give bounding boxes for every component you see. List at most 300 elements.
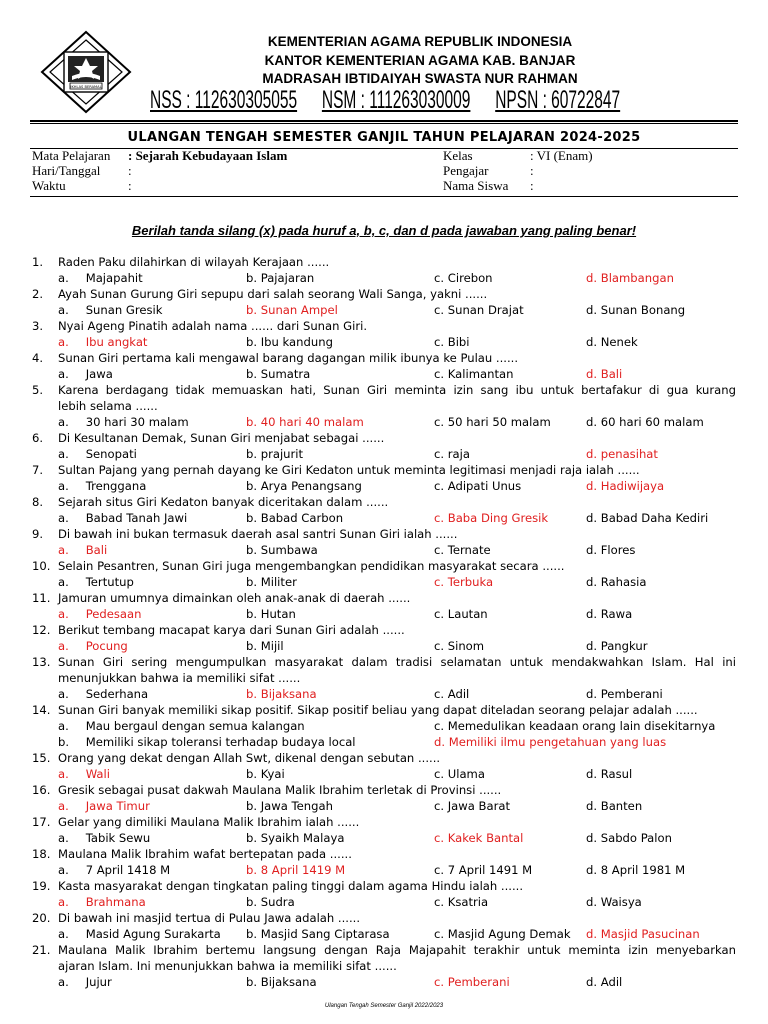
answer-option[interactable] (246, 574, 297, 590)
answer-option[interactable] (58, 414, 189, 430)
option-letter: a. (58, 719, 69, 733)
option-letter: b. (246, 575, 258, 589)
question-number: 7. (32, 463, 44, 477)
option-text: Masjid Sang Ciptarasa (260, 927, 390, 941)
answer-option[interactable] (246, 446, 303, 462)
option-text: Tabik Sewu (85, 831, 151, 845)
option-text: Kyai (260, 767, 285, 781)
answer-option[interactable] (434, 718, 715, 734)
answer-option[interactable] (58, 366, 113, 382)
answer-option[interactable] (586, 478, 664, 494)
answer-option[interactable] (434, 574, 493, 590)
answer-option[interactable] (246, 798, 333, 814)
answer-option[interactable] (586, 830, 672, 846)
option-text: 60 hari 60 malam (600, 415, 704, 429)
option-letter: a. (58, 303, 69, 317)
answer-option[interactable] (58, 686, 148, 702)
option-letter: d. (586, 975, 598, 989)
answer-option[interactable] (58, 606, 142, 622)
question-number: 2. (32, 287, 44, 301)
answer-option[interactable] (434, 974, 510, 990)
answer-option[interactable] (58, 510, 187, 526)
option-row (0, 894, 768, 910)
option-text: Sudra (260, 895, 295, 909)
option-row (0, 270, 768, 286)
question-item (0, 254, 768, 286)
option-text: Sunan Bonang (600, 303, 686, 317)
info-value-teacher: : (530, 163, 534, 178)
option-text: Bali (600, 367, 623, 381)
answer-option[interactable] (246, 830, 344, 846)
option-text: penasihat (600, 447, 658, 461)
question-line (0, 846, 768, 862)
option-letter: d. (586, 799, 598, 813)
question-number: 20. (32, 911, 51, 925)
question-number: 3. (32, 319, 44, 333)
option-text: Lautan (447, 607, 488, 621)
question-line (0, 654, 768, 670)
option-text: Sunan Drajat (447, 303, 524, 317)
question-item (0, 846, 768, 878)
question-text: Sejarah situs Giri Kedaton banyak diceritakan dalam ...... (58, 495, 389, 509)
question-item (0, 750, 768, 782)
option-text: Flores (600, 543, 636, 557)
question-line (0, 318, 768, 334)
answer-option[interactable] (58, 478, 146, 494)
question-number: 11. (32, 591, 51, 605)
question-line (0, 670, 768, 686)
answer-option[interactable] (58, 974, 112, 990)
answer-option[interactable] (586, 638, 648, 654)
answer-option[interactable] (434, 862, 532, 878)
option-row (0, 926, 768, 942)
option-row (0, 446, 768, 462)
option-letter: c. (434, 895, 445, 909)
option-text: Sinom (447, 639, 485, 653)
office-name: KANTOR KEMENTERIAN AGAMA KAB. BANJAR (264, 53, 576, 68)
question-item (0, 318, 768, 350)
info-label-date: Hari/Tanggal (32, 163, 101, 178)
option-text: Blambangan (600, 271, 674, 285)
option-text: 40 hari 40 malam (260, 415, 364, 429)
option-text: Jawa Barat (447, 799, 511, 813)
answer-option[interactable] (58, 270, 143, 286)
question-line (0, 622, 768, 638)
answer-option[interactable] (246, 414, 364, 430)
question-line (0, 590, 768, 606)
option-letter: b. (246, 767, 258, 781)
answer-option[interactable] (434, 798, 510, 814)
npsn-code: NPSN : 60722847 (495, 86, 621, 114)
option-letter: c. (434, 687, 445, 701)
option-text: Sederhana (85, 687, 149, 701)
option-text: Adipati Unus (447, 479, 522, 493)
answer-option[interactable] (434, 606, 488, 622)
answer-option[interactable] (246, 366, 310, 382)
option-letter: a. (58, 975, 69, 989)
option-text: Memedulikan keadaan orang lain disekitarnya (447, 719, 716, 733)
answer-option[interactable] (246, 270, 314, 286)
option-letter: d. (586, 303, 598, 317)
option-letter: a. (58, 415, 69, 429)
answer-option[interactable] (434, 302, 524, 318)
option-letter: a. (58, 543, 69, 557)
option-text: Jujur (85, 975, 112, 989)
option-letter: a. (58, 271, 69, 285)
option-row (0, 302, 768, 318)
question-line (0, 430, 768, 446)
option-text: Memiliki sikap toleransi terhadap budaya local (85, 735, 356, 749)
answer-option[interactable] (434, 334, 470, 350)
option-letter: c. (434, 303, 445, 317)
answer-option[interactable] (58, 830, 150, 846)
option-letter: a. (58, 687, 69, 701)
info-value-subject: : Sejarah Kebudayaan Islam (128, 148, 288, 163)
answer-option[interactable] (434, 270, 493, 286)
option-text: Bali (85, 543, 108, 557)
info-label-subject: Mata Pelajaran (32, 148, 111, 163)
option-letter: a. (58, 895, 69, 909)
option-letter: a. (58, 831, 69, 845)
option-letter: b. (246, 447, 258, 461)
option-letter: c. (434, 799, 445, 813)
option-text: Mau bergaul dengan semua kalangan (85, 719, 305, 733)
option-letter: b. (246, 543, 258, 557)
option-letter: b. (246, 511, 258, 525)
option-letter: b. (246, 415, 258, 429)
option-letter: c. (434, 511, 445, 525)
answer-option[interactable] (586, 414, 704, 430)
option-letter: c. (434, 575, 445, 589)
answer-option[interactable] (58, 638, 128, 654)
answer-option[interactable] (58, 542, 107, 558)
option-letter: c. (434, 863, 445, 877)
option-letter: c. (434, 831, 445, 845)
question-text: Maulana Malik Ibrahim wafat bertepatan pada ...... (58, 847, 352, 861)
answer-option[interactable] (246, 894, 295, 910)
answer-option[interactable] (246, 638, 284, 654)
option-text: Rahasia (600, 575, 647, 589)
option-text: Pocung (85, 639, 128, 653)
question-line (0, 398, 768, 414)
question-text: menunjukkan bahwa ia memiliki sifat ...... (58, 671, 301, 685)
option-text: Jawa (85, 367, 113, 381)
option-letter: b. (246, 479, 258, 493)
answer-option[interactable] (246, 766, 285, 782)
question-line (0, 878, 768, 894)
question-item (0, 814, 768, 846)
option-row (0, 574, 768, 590)
option-row (0, 606, 768, 622)
answer-option[interactable] (58, 798, 150, 814)
question-text: Selain Pesantren, Sunan Giri juga mengembangkan pendidikan masyarakat secara ...... (58, 559, 565, 573)
option-letter: b. (246, 639, 258, 653)
option-row (0, 478, 768, 494)
option-row (0, 734, 768, 750)
info-label-student: Nama Siswa (443, 178, 509, 193)
option-text: Sumbawa (260, 543, 318, 557)
option-letter: d. (586, 767, 598, 781)
option-letter: b. (246, 303, 258, 317)
option-letter: c. (434, 927, 445, 941)
nsm-code: NSM : 111263030009 (321, 86, 471, 114)
option-text: Memiliki ilmu pengetahuan yang luas (448, 735, 667, 749)
option-letter: d. (586, 863, 598, 877)
answer-option[interactable] (434, 734, 666, 750)
question-text: Gresik sebagai pusat dakwah Maulana Malik Ibrahim terletak di Provinsi ...... (58, 783, 502, 797)
answer-option[interactable] (246, 686, 317, 702)
option-letter: c. (434, 335, 445, 349)
option-letter: d. (586, 575, 598, 589)
answer-option[interactable] (434, 478, 521, 494)
answer-option[interactable] (58, 334, 147, 350)
question-item (0, 286, 768, 318)
answer-option[interactable] (58, 734, 356, 750)
header-rule-thin (30, 123, 738, 124)
option-text: Sunan Ampel (260, 303, 338, 317)
answer-option[interactable] (586, 302, 685, 318)
answer-option[interactable] (58, 574, 134, 590)
option-text: Babad Carbon (260, 511, 344, 525)
option-letter: d. (586, 927, 598, 941)
info-value-class: : VI (Enam) (530, 148, 593, 163)
option-text: raja (447, 447, 470, 461)
answer-option[interactable] (434, 686, 469, 702)
option-text: Babad Tanah Jawi (85, 511, 188, 525)
answer-option[interactable] (434, 510, 548, 526)
answer-option[interactable] (58, 926, 221, 942)
question-item (0, 702, 768, 750)
answer-option[interactable] (586, 926, 700, 942)
question-text: Maulana Malik Ibrahim bertemu langsung dengan Raja Majapahit terakhir untuk meminta izin menyebarkan (58, 943, 736, 957)
option-text: Ulama (447, 767, 485, 781)
answer-option[interactable] (586, 862, 685, 878)
info-value-date: : (128, 163, 132, 178)
option-text: Jawa Tengah (260, 799, 333, 813)
option-letter: b. (246, 831, 258, 845)
answer-option[interactable] (246, 478, 362, 494)
answer-option[interactable] (586, 894, 642, 910)
answer-option[interactable] (434, 926, 571, 942)
answer-option[interactable] (246, 974, 317, 990)
option-letter: c. (434, 767, 445, 781)
question-text: Gelar yang dimiliki Maulana Malik Ibrahim ialah ...... (58, 815, 360, 829)
option-letter: a. (58, 863, 69, 877)
option-text: Sunan Gresik (85, 303, 163, 317)
question-line (0, 814, 768, 830)
question-number: 21. (32, 943, 51, 957)
option-text: Pemberani (447, 975, 510, 989)
option-text: Mijil (260, 639, 284, 653)
answer-option[interactable] (58, 302, 163, 318)
option-text: Ksatria (447, 895, 489, 909)
question-item (0, 494, 768, 526)
option-text: Pajajaran (260, 271, 315, 285)
question-item (0, 462, 768, 494)
question-number: 6. (32, 431, 44, 445)
answer-option[interactable] (58, 718, 305, 734)
question-line (0, 350, 768, 366)
question-text: ajaran Islam. Ini menunjukkan bahwa ia memiliki sifat ...... (58, 959, 397, 973)
option-text: Baba Ding Gresik (447, 511, 549, 525)
option-text: Majapahit (85, 271, 143, 285)
question-line (0, 750, 768, 766)
answer-option[interactable] (434, 766, 485, 782)
option-letter: a. (58, 639, 69, 653)
question-number: 16. (32, 783, 51, 797)
answer-option[interactable] (246, 542, 318, 558)
answer-option[interactable] (246, 334, 333, 350)
option-text: Pangkur (600, 639, 648, 653)
option-letter: d. (586, 607, 598, 621)
answer-option[interactable] (586, 766, 632, 782)
question-text: Di bawah ini masjid tertua di Pulau Jawa adalah ...... (58, 911, 361, 925)
question-text: Kasta masyarakat dengan tingkatan paling tinggi dalam agama Hindu ialah ...... (58, 879, 524, 893)
option-text: Wali (85, 767, 110, 781)
question-item (0, 430, 768, 462)
answer-option[interactable] (434, 638, 484, 654)
option-letter: d. (586, 335, 598, 349)
question-item (0, 526, 768, 558)
answer-option[interactable] (586, 510, 708, 526)
question-item (0, 622, 768, 654)
answer-option[interactable] (58, 862, 170, 878)
question-text: Sultan Pajang yang pernah dayang ke Giri Kedaton untuk meminta legitimasi menjadi raja ialah ...... (58, 463, 640, 477)
answer-option[interactable] (586, 334, 638, 350)
answer-option[interactable] (586, 686, 663, 702)
answer-option[interactable] (586, 574, 646, 590)
question-text: Sunan Giri sering mengumpulkan masyarakat dalam tradisi selamatan untuk mendakwahkan Islam. Hal ini (58, 655, 736, 669)
ministry-name: KEMENTERIAN AGAMA REPUBLIK INDONESIA (267, 34, 573, 49)
answer-option[interactable] (434, 542, 491, 558)
option-text: Ibu angkat (85, 335, 148, 349)
answer-option[interactable] (58, 446, 137, 462)
option-row (0, 862, 768, 878)
question-line (0, 494, 768, 510)
option-text: 50 hari 50 malam (447, 415, 551, 429)
answer-option[interactable] (434, 366, 513, 382)
question-number: 15. (32, 751, 51, 765)
option-letter: d. (586, 543, 598, 557)
option-text: Banten (600, 799, 643, 813)
option-row (0, 334, 768, 350)
option-text: Masjid Pasucinan (600, 927, 700, 941)
option-text: Ternate (447, 543, 491, 557)
option-letter: b. (246, 863, 258, 877)
header-rule (30, 120, 738, 122)
answer-option[interactable] (586, 270, 674, 286)
question-list (0, 254, 768, 990)
option-text: 8 April 1981 M (600, 863, 686, 877)
question-text: Sunan Giri pertama kali mengawal barang dagangan milik ibunya ke Pulau ...... (58, 351, 519, 365)
answer-option[interactable] (246, 510, 343, 526)
answer-option[interactable] (246, 926, 390, 942)
answer-option[interactable] (586, 798, 642, 814)
option-letter: c. (434, 271, 445, 285)
option-row (0, 638, 768, 654)
question-item (0, 910, 768, 942)
answer-option[interactable] (586, 366, 622, 382)
answer-option[interactable] (434, 414, 551, 430)
option-letter: d. (586, 479, 598, 493)
question-line (0, 910, 768, 926)
answer-option[interactable] (246, 862, 345, 878)
option-letter: d. (586, 447, 598, 461)
option-text: 30 hari 30 malam (85, 415, 189, 429)
option-text: Arya Penangsang (260, 479, 362, 493)
question-line (0, 782, 768, 798)
question-text: lebih selama ...... (58, 399, 158, 413)
option-letter: b. (246, 335, 258, 349)
option-letter: b. (58, 735, 70, 749)
question-number: 13. (32, 655, 51, 669)
question-item (0, 782, 768, 814)
option-text: 7 April 1491 M (447, 863, 533, 877)
option-text: Kakek Bantal (447, 831, 524, 845)
question-text: Nyai Ageng Pinatih adalah nama ...... dari Sunan Giri. (58, 319, 368, 333)
option-text: Masjid Agung Demak (447, 927, 571, 941)
option-text: Tertutup (85, 575, 134, 589)
question-text: Di bawah ini bukan termasuk daerah asal santri Sunan Giri ialah ...... (58, 527, 458, 541)
option-text: prajurit (260, 447, 304, 461)
answer-option[interactable] (434, 894, 488, 910)
answer-option[interactable] (58, 766, 110, 782)
info-value-time: : (128, 178, 132, 193)
question-number: 4. (32, 351, 44, 365)
option-text: Jawa Timur (85, 799, 150, 813)
option-letter: c. (434, 607, 445, 621)
question-number: 19. (32, 879, 51, 893)
question-text: Orang yang dekat dengan Allah Swt, dikenal dengan sebutan ...... (58, 751, 441, 765)
option-text: Trenggana (85, 479, 147, 493)
question-item (0, 558, 768, 590)
option-text: Waisya (600, 895, 642, 909)
question-line (0, 286, 768, 302)
option-letter: c. (434, 367, 445, 381)
answer-option[interactable] (246, 606, 296, 622)
option-text: Sumatra (260, 367, 311, 381)
answer-option[interactable] (586, 446, 658, 462)
answer-option[interactable] (586, 542, 635, 558)
question-text: Di Kesultanan Demak, Sunan Giri menjabat sebagai ...... (58, 431, 385, 445)
option-letter: d. (586, 639, 598, 653)
madrasah-logo (40, 30, 132, 114)
answer-option[interactable] (586, 606, 632, 622)
nss-code: NSS : 112630305055 (150, 86, 298, 114)
option-letter: a. (58, 511, 69, 525)
option-letter: d. (586, 511, 598, 525)
answer-option[interactable] (246, 302, 338, 318)
option-text: Rasul (600, 767, 633, 781)
option-letter: d. (586, 367, 598, 381)
answer-option[interactable] (434, 830, 523, 846)
option-letter: a. (58, 367, 69, 381)
option-row (0, 766, 768, 782)
answer-option[interactable] (434, 446, 470, 462)
option-text: Masid Agung Surakarta (85, 927, 221, 941)
option-letter: b. (246, 367, 258, 381)
question-line (0, 254, 768, 270)
option-letter: b. (246, 607, 258, 621)
option-letter: a. (58, 575, 69, 589)
option-letter: a. (58, 447, 69, 461)
option-letter: b. (246, 687, 258, 701)
option-row (0, 830, 768, 846)
option-text: Adil (600, 975, 623, 989)
answer-option[interactable] (58, 894, 146, 910)
option-letter: b. (246, 975, 258, 989)
answer-option[interactable] (586, 974, 622, 990)
